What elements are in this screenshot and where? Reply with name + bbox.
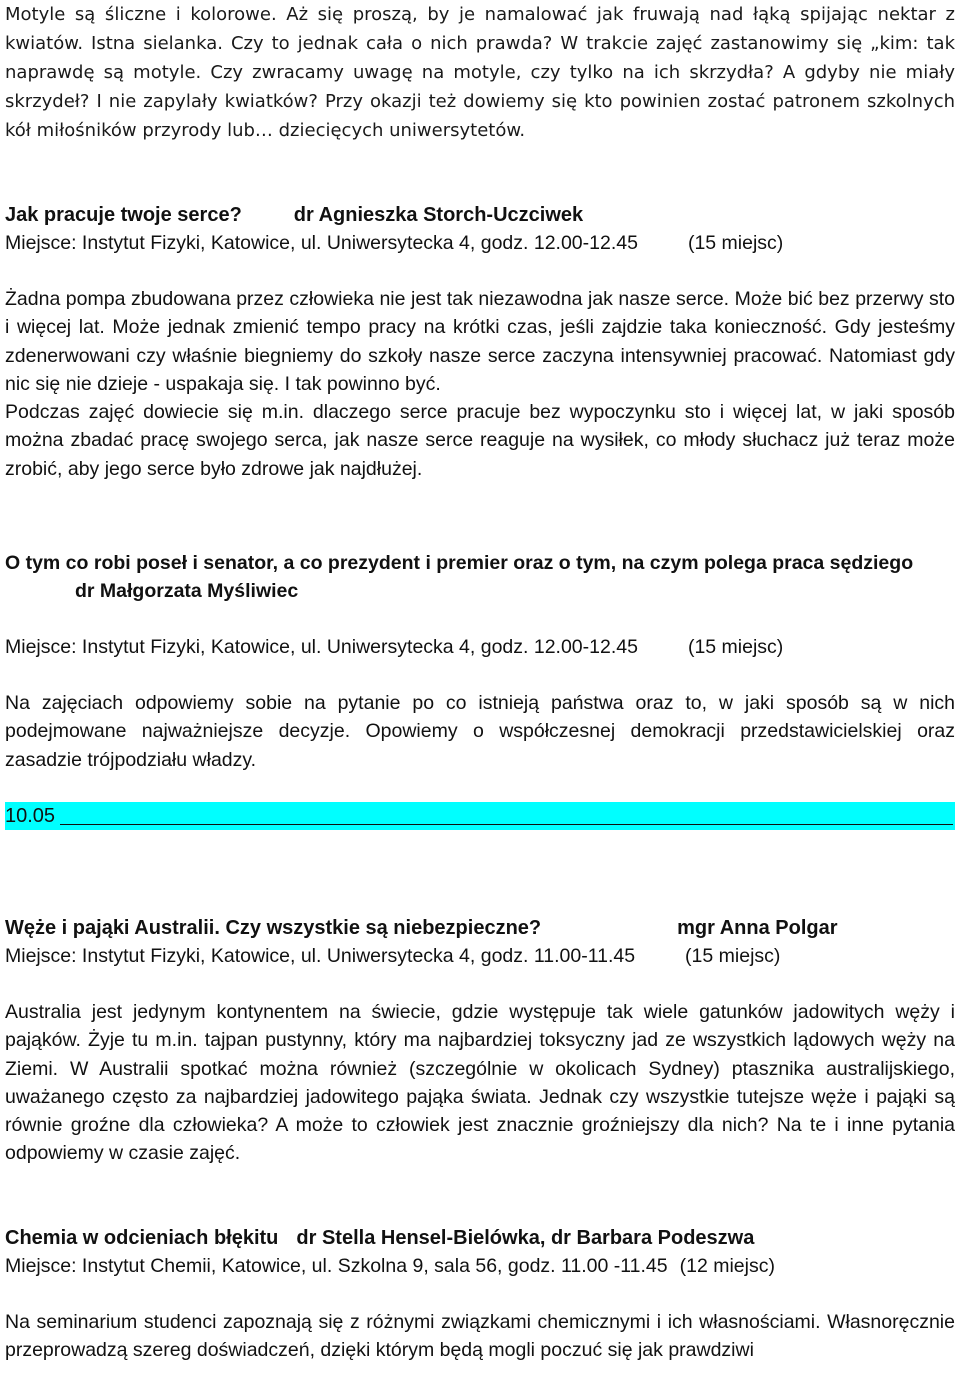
session-title: Jak pracuje twoje serce? [5,204,242,226]
session-title-line [5,201,955,229]
session-seats: (12 miejsc) [679,1254,775,1277]
session-speaker: dr Agnieszka Storch-Uczciwek [293,204,584,226]
session-seats: (15 miejsc) [685,944,781,967]
session-place: Miejsce: Instytut Fizyki, Katowice, ul. Uniwersytecka 4, godz. 11.00-11.45 [5,944,636,967]
session-speaker: dr Małgorzata Myśliwiec [75,580,299,603]
session-place-line [5,229,955,257]
session-title: O tym co robi poseł i senator, a co prezydent i premier oraz o tym, na czym polega praca sędziego [5,552,914,575]
session-description: Żadna pompa zbudowana przez człowieka nie jest tak niezawodna jak nasze serce. Może bić bez przerwy sto i więcej lat. Może jednak zmienić tempo pracy na krótki czas, jeśli zajdzie taka konieczność. Gdy jesteśmy zdenerwowani czy właśnie biegniemy do szkoły nasze serce zaczyna intensywniej pracować. Natomiast gdy nic się nie dzieje - uspakaja się. I tak powinno być. [5,288,955,395]
intro-paragraph: Motyle są śliczne i kolorowe. Aż się proszą, by je namalować jak fruwają nad łąką spijając nektar z kwiatów. Istna sielanka. Czy to jednak cała o nich prawda? W trakcie zajęć zastanowimy się „kim: tak naprawdę są motyle. Czy zwracamy uwagę na motyle, czy tylko na ich skrzydła? A gdyby nie miały skrzydeł? I nie zapylały kwiatków? Przy okazji też dowiemy się kto powinien zostać patronem szkolnych kół miłośników przyrody lub… dziecięcych uniwersytetów. [5,4,955,141]
session-description: Na seminarium studenci zapoznają się z różnymi związkami chemicznymi i ich własnościami. Własnoręcznie przeprowadzą szereg doświadczeń, dzięki którym będą mogli poczuć się jak prawdziwi [5,1310,955,1362]
session-politics [5,549,955,774]
time-slot-label: 10.05 [5,804,56,827]
session-australia [5,914,955,1168]
session-description: Na zajęciach odpowiemy sobie na pytanie po co istnieją państwa oraz to, w jaki sposób są w nich podejmowane najważniejsze decyzje. Opowiemy o współczesnej demokracji przedstawicielskiej oraz zasadzie trójpodziału władzy. [5,692,955,771]
session-chemistry [5,1224,955,1365]
session-place-line [5,633,955,661]
session-title: Węże i pająki Australii. Czy wszystkie są niebezpieczne? [5,916,542,939]
time-slot-bar [5,802,955,830]
session-place-line [5,1252,955,1280]
session-place: Miejsce: Instytut Fizyki, Katowice, ul. Uniwersytecka 4, godz. 12.00-12.45 [5,636,638,659]
session-seats: (15 miejsc) [687,232,784,254]
session-place-line [5,942,955,970]
session-seats: (15 miejsc) [687,636,784,659]
session-description-2: Podczas zajęć dowiecie się m.in. dlaczego serce pracuje bez wypoczynku sto i więcej lat, w jaki sposób można zbadać pracę swojego serca, jak nasze serce reaguje na wysiłek, co młody słuchacz już teraz może zrobić, aby jego serce było zdrowe jak najdłużej. [5,401,955,480]
session-title-line [5,1224,955,1252]
session-place: Miejsce: Instytut Fizyki, Katowice, ul. Uniwersytecka 4, godz. 12.00-12.45 [5,232,638,254]
document-page [5,0,955,1364]
session-speaker: mgr Anna Polgar [677,916,838,939]
session-title-line [5,914,955,942]
session-title-line [5,549,955,605]
session-heart [5,201,955,483]
session-speaker: dr Stella Hensel-Bielówka, dr Barbara Podeszwa [296,1226,755,1249]
session-description: Australia jest jedynym kontynentem na świecie, gdzie występuje tak wiele gatunków jadowitych węży i pająków. Żyje tu m.in. tajpan pustynny, który ma najbardziej toksyczny jad ze wszystkich lądowych węży na Ziemi. W Australii spotkać można również (szczególnie w okolicach Sydney) ptasznika australijskiego, uważanego często za najbardziej jadowitego pająka świata. Jednak czy wszystkie tutejsze węże i pająki są równie groźne dla człowieka? A może to człowiek jest znacznie groźniejszy dla nich? Na te i inne pytania odpowiemy w czasie zajęć. [5,1000,955,1165]
underline-rule [60,824,953,825]
session-place: Miejsce: Instytut Chemii, Katowice, ul. Szkolna 9, sala 56, godz. 11.00 -11.45 [5,1254,668,1277]
session-title: Chemia w odcieniach błękitu [5,1226,279,1249]
